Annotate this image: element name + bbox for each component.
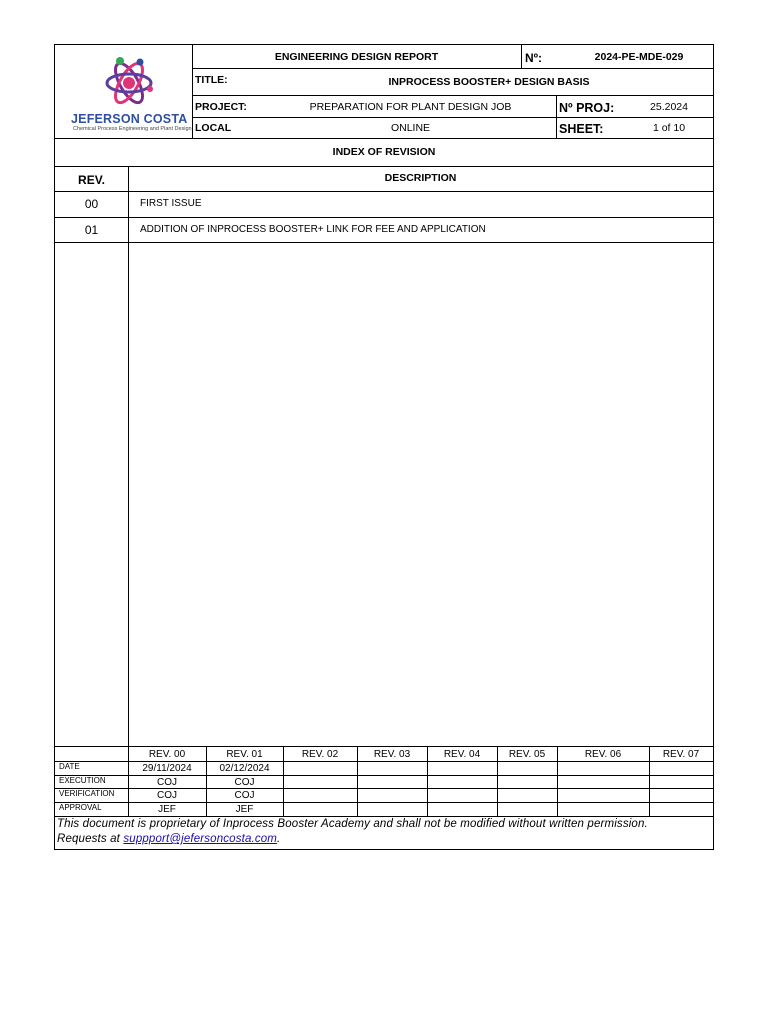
project-label: PROJECT: xyxy=(195,101,247,113)
logo-tagline: Chemical Process Engineering and Plant Design xyxy=(73,126,192,132)
revision-row-rev: 00 xyxy=(84,197,99,211)
sheet-number: 1 of 10 xyxy=(652,122,686,134)
signoff-row-label: VERIFICATION xyxy=(59,789,115,798)
signoff-row-label: DATE xyxy=(59,762,80,771)
description-column-header: DESCRIPTION xyxy=(384,172,457,184)
local-value: ONLINE xyxy=(390,122,431,134)
signoff-column-header: REV. 05 xyxy=(508,749,546,760)
company-logo xyxy=(65,53,193,133)
signoff-cell: JEF xyxy=(158,804,176,815)
project-number: 25.2024 xyxy=(650,101,688,113)
signoff-column-header: REV. 02 xyxy=(301,749,339,760)
rev-column-header: REV. xyxy=(78,173,105,187)
signoff-column-header: REV. 01 xyxy=(226,749,263,760)
document-title: INPROCESS BOOSTER+ DESIGN BASIS xyxy=(388,76,590,88)
signoff-column-header: REV. 06 xyxy=(584,749,622,760)
signoff-cell: 29/11/2024 xyxy=(142,763,192,774)
signoff-column-header: REV. 04 xyxy=(443,749,481,760)
document-number: 2024-PE-MDE-029 xyxy=(594,51,684,63)
project-name: PREPARATION FOR PLANT DESIGN JOB xyxy=(309,101,512,113)
title-label: TITLE: xyxy=(195,74,228,86)
signoff-cell: COJ xyxy=(234,790,255,801)
local-label: LOCAL xyxy=(195,122,232,134)
signoff-row-label: APPROVAL xyxy=(59,803,102,812)
revision-row-description: FIRST ISSUE xyxy=(140,198,202,209)
signoff-cell: 02/12/2024 xyxy=(219,763,270,774)
report-type: ENGINEERING DESIGN REPORT xyxy=(274,51,439,63)
requests-line xyxy=(57,832,713,847)
signoff-cell: COJ xyxy=(234,777,255,788)
document-sheet xyxy=(54,44,714,850)
proprietary-notice xyxy=(57,817,713,847)
revision-row-description: ADDITION OF INPROCESS BOOSTER+ LINK FOR FEE AND APPLICATION xyxy=(140,224,486,235)
signoff-cell: COJ xyxy=(157,790,177,801)
support-email-link[interactable]: suppport@jefersoncosta.com xyxy=(123,833,278,845)
requests-prefix: Requests at xyxy=(57,833,124,845)
revision-row-rev: 01 xyxy=(84,223,99,237)
signoff-column-header: REV. 00 xyxy=(148,749,186,760)
proprietary-notice-line: This document is proprietary of Inprocess Booster Academy and shall not be modified without written permission. xyxy=(57,818,648,830)
project-number-label: Nº PROJ: xyxy=(559,101,615,115)
requests-suffix: . xyxy=(277,833,281,845)
signoff-row-label: EXECUTION xyxy=(59,776,106,785)
signoff-cell: COJ xyxy=(157,777,177,788)
revision-index-title: INDEX OF REVISION xyxy=(332,146,436,158)
sheet-label: SHEET: xyxy=(559,122,604,136)
number-label: Nº: xyxy=(525,51,543,65)
signoff-cell: JEF xyxy=(235,804,254,815)
signoff-column-header: REV. 07 xyxy=(662,749,700,760)
logo-name: JEFERSON COSTA xyxy=(71,112,188,126)
signoff-column-header: REV. 03 xyxy=(373,749,411,760)
